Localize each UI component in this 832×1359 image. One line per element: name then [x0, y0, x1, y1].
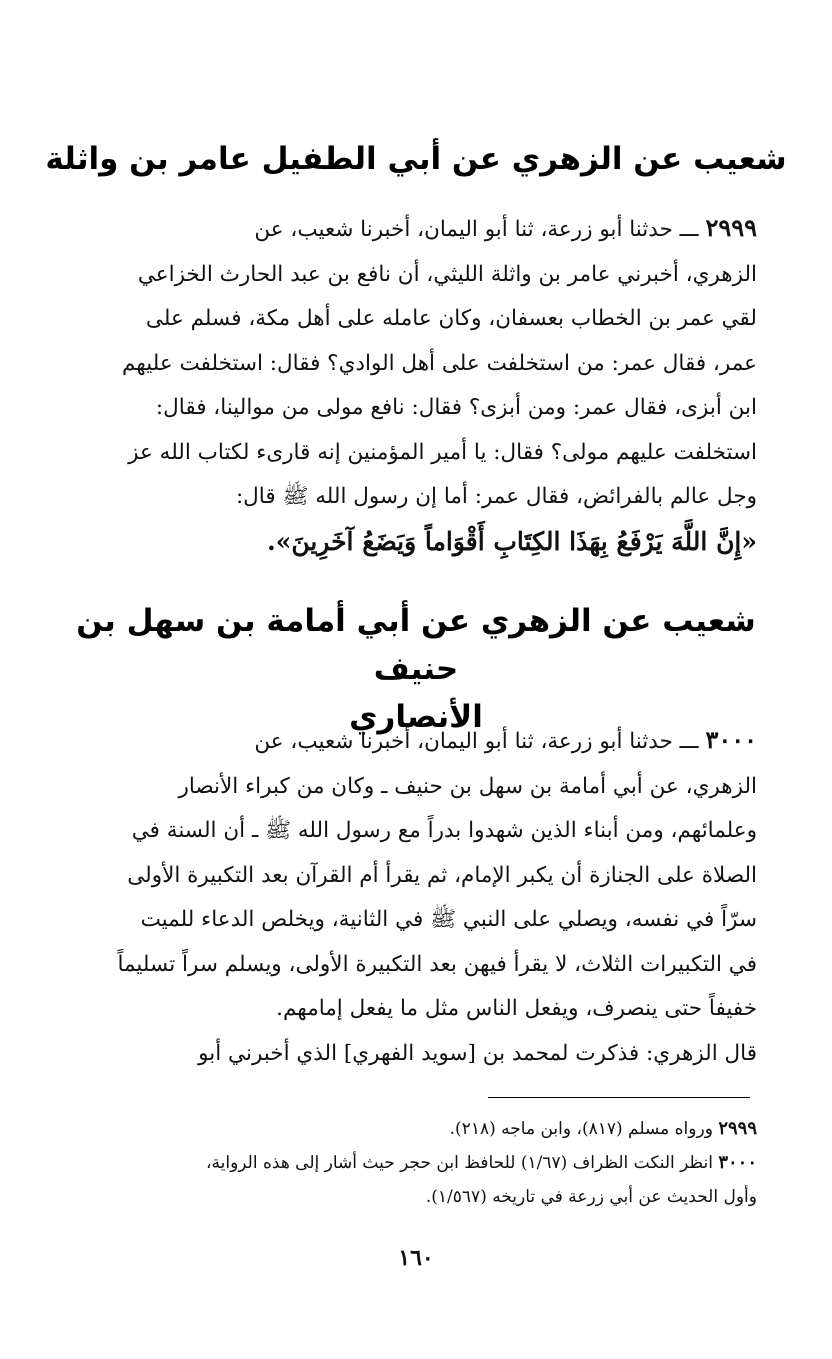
paragraph-line: وعلمائهم، ومن أبناء الذين شهدوا بدراً مع رسول الله ﷺ ـ أن السنة في [131, 818, 757, 843]
paragraph-line: الزهري، أخبرني عامر بن واثلة الليثي، أن نافع بن عبد الحارث الخزاعي [137, 261, 757, 287]
hadith-2999-paragraph [62, 206, 757, 520]
footnote-continuation: وأول الحديث عن أبي زرعة في تاريخه (١/٥٦٧). [425, 1187, 757, 1207]
paragraph-line: استخلفت عليهم مولى؟ فقال: يا أمير المؤمنين إنه قارىء لكتاب الله عز [128, 439, 757, 465]
paragraph-line: لقي عمر بن الخطاب بعسفان، وكان عامله على أهل مكة، فسلم على [145, 306, 757, 331]
footnote-number: ٢٩٩٩ [718, 1118, 757, 1139]
paragraph-line: الزهري، عن أبي أمامة بن سهل بن حنيف ـ وكان من كبراء الأنصار [178, 773, 757, 799]
paragraph-line: في التكبيرات الثلاث، لا يقرأ فيهن بعد التكبيرة الأولى، ويسلم سراً تسليماً [117, 951, 757, 977]
paragraph-line: قال الزهري: فذكرت لمحمد بن [سويد الفهري] الذي أخبرني أبو [198, 1040, 757, 1066]
footnote-text: ورواه مسلم (٨١٧)، وابن ماجه (٢١٨). [449, 1119, 713, 1139]
hadith-3000-paragraph [62, 718, 757, 1076]
footnotes [62, 1112, 757, 1214]
paragraph-line: سرّاً في نفسه، ويصلي على النبي ﷺ في الثانية، ويخلص الدعاء للميت [140, 907, 757, 932]
page-number: ١٦٠ [398, 1245, 434, 1271]
paragraph-line: عمر، فقال عمر: من استخلفت على أهل الوادي؟ فقال: استخلفت عليهم [122, 350, 757, 376]
footnote [62, 1146, 757, 1180]
hadith-number: ٣٠٠٠ [705, 725, 757, 754]
paragraph-line: الصلاة على الجنازة أن يكبر الإمام، ثم يقرأ أم القرآن بعد التكبيرة الأولى [127, 862, 757, 888]
section-heading-2-line1: شعيب عن الزهري عن أبي أمامة بن سهل بن حنيف [76, 603, 756, 687]
hadith-quote: «إِنَّ اللَّهَ يَرْفَعُ بِهَذَا الكِتَابِ أَقْوَاماً وَيَضَعُ آخَرِينَ». [266, 527, 757, 556]
paragraph-line: خفيفاً حتى ينصرف، ويفعل الناس مثل ما يفعل إمامهم. [276, 996, 757, 1021]
footnote-text: انظر النكت الظراف (١/٦٧) للحافظ ابن حجر حيث أشار إلى هذه الرواية، [206, 1153, 713, 1173]
footnote-number: ٣٠٠٠ [718, 1152, 757, 1173]
footnote-divider [488, 1097, 750, 1098]
paragraph-line: ٣٠٠٠ ـــ حدثنا أبو زرعة، ثنا أبو اليمان، أخبرنا شعيب، عن [254, 725, 757, 754]
footnote [62, 1112, 757, 1146]
paragraph-line: ابن أبزى، فقال عمر: ومن أبزى؟ فقال: نافع مولى من موالينا، فقال: [155, 395, 757, 420]
paragraph-line: ٢٩٩٩ ـــ حدثنا أبو زرعة، ثنا أبو اليمان، أخبرنا شعيب، عن [254, 213, 757, 242]
section-heading-2-line2: الأنصاري [349, 699, 483, 735]
paragraph-line: وجل عالم بالفرائض، فقال عمر: أما إن رسول الله ﷺ قال: [235, 484, 757, 509]
hadith-number: ٢٩٩٩ [705, 213, 757, 242]
section-heading-1: شعيب عن الزهري عن أبي الطفيل عامر بن واثلة [45, 141, 787, 177]
